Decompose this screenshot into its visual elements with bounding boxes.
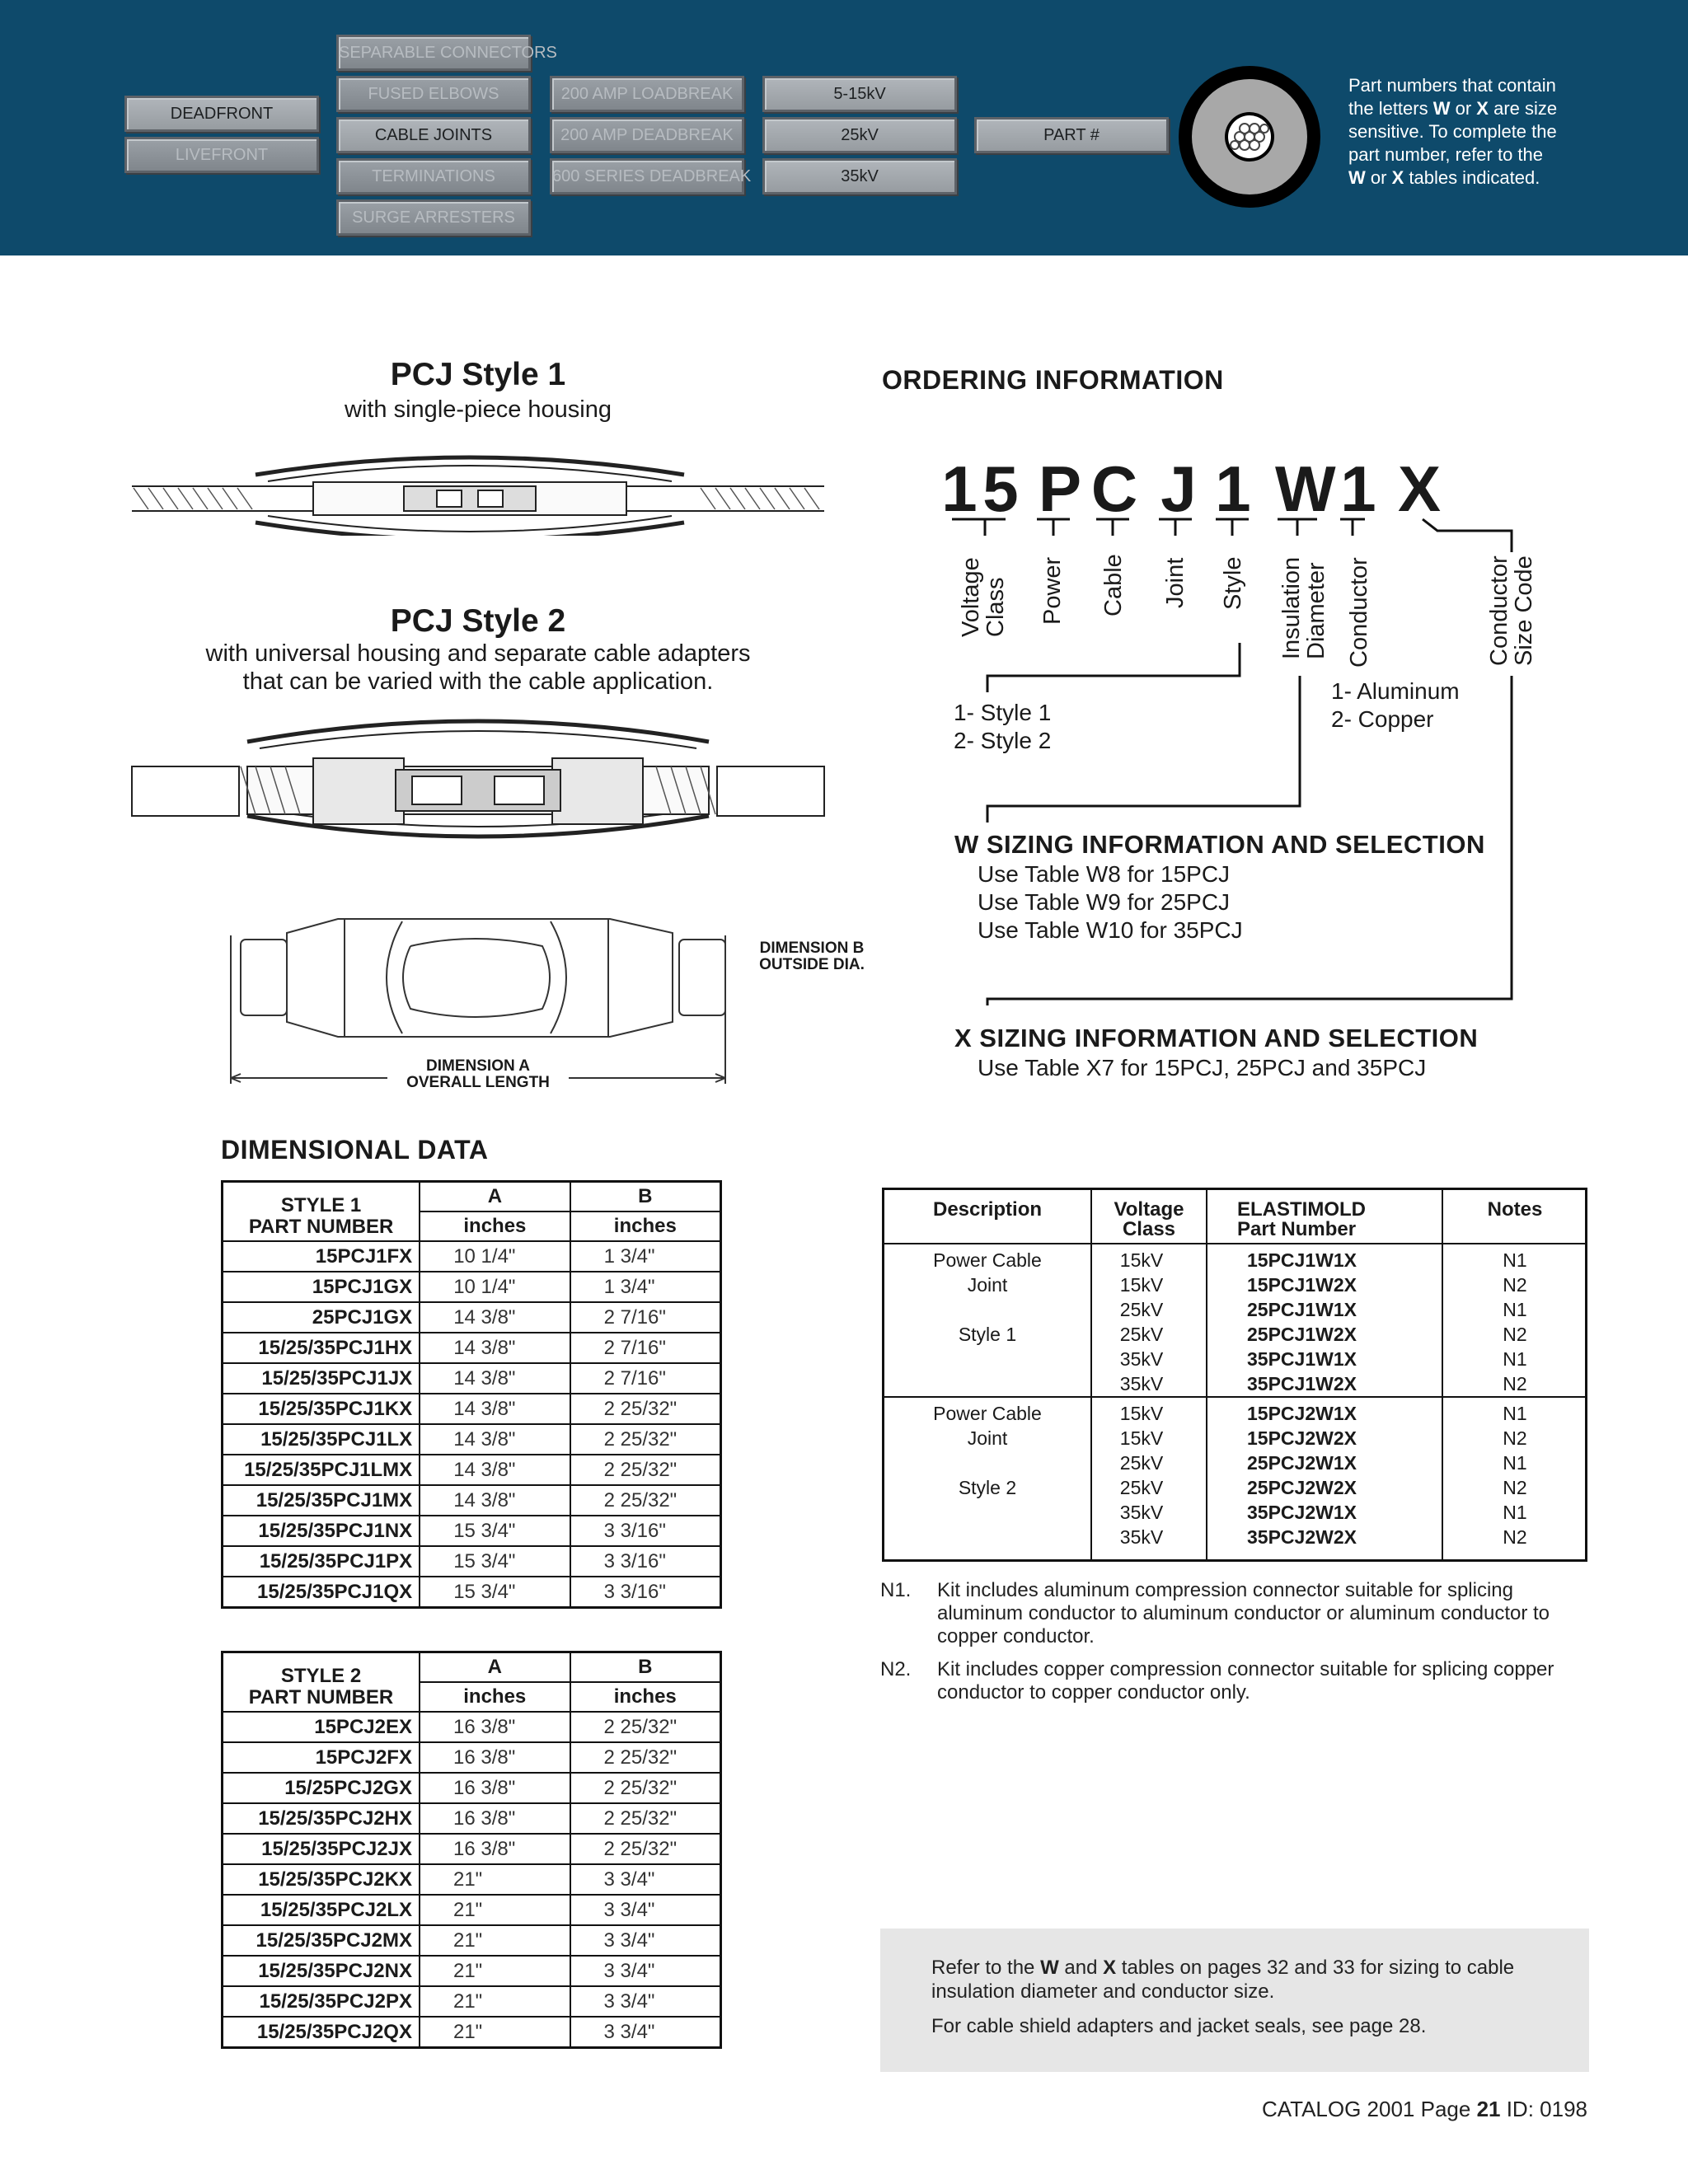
part-number-cell: 15PCJ2FX bbox=[223, 1742, 420, 1773]
dimension-a-cell: 14 3/8" bbox=[420, 1424, 570, 1455]
part-number-cell: 15PCJ1GX bbox=[223, 1272, 420, 1302]
style1-subtitle: with single-piece housing bbox=[344, 396, 612, 423]
dimension-a-cell: 16 3/8" bbox=[420, 1742, 570, 1773]
part-number-cell: 25PCJ1GX bbox=[223, 1302, 420, 1333]
voltage-class-cell: 15kV bbox=[1119, 1427, 1164, 1449]
dimension-b-cell: 3 3/4" bbox=[570, 1986, 721, 2017]
dimension-a-cell: 10 1/4" bbox=[420, 1241, 570, 1272]
reference-box bbox=[880, 1929, 1589, 2072]
table-row bbox=[223, 2017, 721, 2048]
page-footer: CATALOG 2001 Page 21 ID: 0198 bbox=[1261, 2097, 1587, 2121]
voltage-class-cell: 25kV bbox=[1119, 1324, 1164, 1345]
dimension-b-cell: 2 25/32" bbox=[570, 1424, 721, 1455]
header-note-line: sensitive. To complete the bbox=[1348, 121, 1557, 142]
col-b-header: B bbox=[570, 1182, 721, 1212]
dimension-b-cell: 2 25/32" bbox=[570, 1773, 721, 1803]
dimension-b-cell: 2 25/32" bbox=[570, 1394, 721, 1424]
header-banner bbox=[0, 0, 1688, 255]
style2-subtitle-line2: that can be varied with the cable application. bbox=[242, 668, 714, 695]
nav-separable-connectors[interactable]: SEPARABLE CONNECTORS bbox=[336, 35, 531, 71]
dimensional-data-title: DIMENSIONAL DATA bbox=[221, 1135, 489, 1165]
table-row bbox=[223, 1333, 721, 1363]
notes-cell: N1 bbox=[1503, 1502, 1527, 1523]
label-voltage-class: Voltage Class bbox=[958, 557, 1009, 637]
dimension-b-label: DIMENSION B OUTSIDE DIA. bbox=[759, 940, 865, 973]
style2-joint-drawing bbox=[124, 709, 832, 849]
table-row bbox=[223, 1577, 721, 1608]
table-row bbox=[223, 1895, 721, 1925]
part-number-cell: 15/25/35PCJ1QX bbox=[223, 1577, 420, 1608]
x-sizing-title: X SIZING INFORMATION AND SELECTION bbox=[954, 1024, 1479, 1052]
voltage-class-cell: 35kV bbox=[1119, 1526, 1164, 1548]
dimension-a-cell: 21" bbox=[420, 1925, 570, 1956]
table-row bbox=[223, 1712, 721, 1742]
code-char-w: W bbox=[1275, 452, 1336, 525]
cable-cross-section-icon bbox=[1177, 64, 1322, 209]
notes-cell: N1 bbox=[1503, 1249, 1527, 1271]
notes-cell: N2 bbox=[1503, 1324, 1527, 1345]
dimension-b-cell: 3 3/16" bbox=[570, 1516, 721, 1546]
note-text: Kit includes aluminum compression connector suitable for splicing aluminum conductor to aluminum conductor or aluminum conductor to copper conductor. bbox=[937, 1579, 1550, 1647]
nav-200-amp-loadbreak[interactable]: 200 AMP LOADBREAK bbox=[550, 76, 744, 112]
table-row bbox=[223, 1925, 721, 1956]
header-description: Description bbox=[932, 1198, 1043, 1221]
w-sizing-title: W SIZING INFORMATION AND SELECTION bbox=[954, 830, 1485, 859]
note-id: N1. bbox=[880, 1579, 912, 1601]
table-row bbox=[223, 1241, 721, 1272]
header-voltage-class: Voltage Class bbox=[1114, 1198, 1184, 1240]
part-number-cell: 15/25/35PCJ1JX bbox=[223, 1363, 420, 1394]
style2-dimensions-table bbox=[221, 1651, 722, 2049]
table-row bbox=[223, 1424, 721, 1455]
description-line: Style 2 bbox=[958, 1477, 1017, 1498]
style2-subtitle-line1: with universal housing and separate cable adapters bbox=[205, 640, 751, 667]
col-b-unit: inches bbox=[570, 1682, 721, 1712]
dimension-b-cell: 2 25/32" bbox=[570, 1742, 721, 1773]
dimension-a-cell: 21" bbox=[420, 1864, 570, 1895]
label-cable: Cable bbox=[1100, 554, 1127, 616]
part-number-cell: 15/25/35PCJ1HX bbox=[223, 1333, 420, 1363]
dimension-a-cell: 21" bbox=[420, 2017, 570, 2048]
nav-25kv[interactable]: 25kV bbox=[762, 117, 957, 153]
code-char-1: 1 bbox=[941, 452, 978, 525]
part-number-cell: 35PCJ1W2X bbox=[1247, 1373, 1357, 1394]
part-number-cell: 15/25/35PCJ1KX bbox=[223, 1394, 420, 1424]
notes-cell: N2 bbox=[1503, 1477, 1527, 1498]
part-number-cell: 25PCJ1W1X bbox=[1247, 1299, 1357, 1320]
dimension-a-cell: 14 3/8" bbox=[420, 1394, 570, 1424]
table-row bbox=[223, 1864, 721, 1895]
dimension-b-cell: 2 25/32" bbox=[570, 1712, 721, 1742]
dimension-b-cell: 3 3/16" bbox=[570, 1577, 721, 1608]
voltage-class-cell: 35kV bbox=[1119, 1502, 1164, 1523]
nav-livefront[interactable]: LIVEFRONT bbox=[124, 137, 319, 173]
x-sizing-list: Use Table X7 for 15PCJ, 25PCJ and 35PCJ bbox=[978, 1055, 1427, 1080]
dimension-b-cell: 1 3/4" bbox=[570, 1241, 721, 1272]
code-char-j: J bbox=[1160, 452, 1197, 525]
table-row bbox=[223, 1834, 721, 1864]
nav-600-series-deadbreak[interactable]: 600 SERIES DEADBREAK bbox=[550, 158, 744, 194]
dimension-b-cell: 3 3/4" bbox=[570, 1956, 721, 1986]
style2-part-header: STYLE 2 PART NUMBER bbox=[223, 1652, 420, 1713]
nav-35kv[interactable]: 35kV bbox=[762, 158, 957, 194]
header-note-line: W or X tables indicated. bbox=[1348, 167, 1540, 188]
part-number-cell: 35PCJ2W2X bbox=[1247, 1526, 1357, 1548]
reference-text: Refer to the W and X tables on pages 32 and 33 for sizing to cable insulation diameter and conductor size. bbox=[931, 1957, 1515, 2003]
part-number-cell: 15/25/35PCJ2MX bbox=[223, 1925, 420, 1956]
notes-cell: N1 bbox=[1503, 1299, 1527, 1320]
part-number-cell: 15/25/35PCJ2JX bbox=[223, 1834, 420, 1864]
dimension-b-cell: 3 3/4" bbox=[570, 1895, 721, 1925]
col-a-unit: inches bbox=[420, 1212, 570, 1241]
label-insulation-diameter: Insulation Diameter bbox=[1278, 556, 1329, 659]
label-style: Style bbox=[1220, 556, 1246, 610]
part-number-cell: 15/25/35PCJ2PX bbox=[223, 1986, 420, 2017]
voltage-class-cell: 25kV bbox=[1119, 1299, 1164, 1320]
part-number-cell: 15/25/35PCJ1PX bbox=[223, 1546, 420, 1577]
part-number-cell: 15PCJ1W1X bbox=[1247, 1249, 1357, 1271]
label-conductor-size-code: Conductor Size Code bbox=[1486, 555, 1537, 666]
voltage-class-cell: 15kV bbox=[1119, 1403, 1164, 1424]
dimension-b-cell: 2 7/16" bbox=[570, 1363, 721, 1394]
label-joint: Joint bbox=[1162, 557, 1189, 608]
col-b-header: B bbox=[570, 1652, 721, 1683]
nav-deadfront[interactable]: DEADFRONT bbox=[124, 96, 319, 132]
part-number-cell: 35PCJ2W1X bbox=[1247, 1502, 1357, 1523]
style1-joint-drawing bbox=[124, 445, 832, 536]
dimension-b-cell: 2 25/32" bbox=[570, 1834, 721, 1864]
part-number-table bbox=[882, 1188, 1587, 1562]
dimension-a-cell: 10 1/4" bbox=[420, 1272, 570, 1302]
table-row bbox=[223, 1394, 721, 1424]
part-number-cell: 15/25/35PCJ1LMX bbox=[223, 1455, 420, 1485]
code-char-c: C bbox=[1090, 452, 1138, 525]
part-number-cell: 15PCJ1W2X bbox=[1247, 1274, 1357, 1296]
description-line: Style 1 bbox=[958, 1324, 1017, 1345]
dimension-a-cell: 16 3/8" bbox=[420, 1712, 570, 1742]
style1-dimensions-table bbox=[221, 1180, 722, 1609]
description-line: Power Cable bbox=[933, 1403, 1042, 1424]
style1-title: PCJ Style 1 bbox=[390, 357, 566, 392]
description-line: Power Cable bbox=[933, 1249, 1042, 1271]
label-conductor: Conductor bbox=[1346, 557, 1372, 668]
description-line: Joint bbox=[967, 1427, 1008, 1449]
table-row bbox=[223, 1773, 721, 1803]
table-row bbox=[223, 1986, 721, 2017]
table-row bbox=[223, 1302, 721, 1333]
dimension-a-cell: 16 3/8" bbox=[420, 1834, 570, 1864]
part-number-cell: 15PCJ2EX bbox=[223, 1712, 420, 1742]
nav-part-number[interactable]: PART # bbox=[974, 117, 1169, 153]
dimension-b-cell: 2 7/16" bbox=[570, 1333, 721, 1363]
table-row bbox=[223, 1516, 721, 1546]
table-row bbox=[223, 1485, 721, 1516]
part-number-cell: 15/25/35PCJ2KX bbox=[223, 1864, 420, 1895]
dimension-a-cell: 15 3/4" bbox=[420, 1577, 570, 1608]
notes-cell: N2 bbox=[1503, 1427, 1527, 1449]
col-a-header: A bbox=[420, 1652, 570, 1683]
part-number-cell: 15/25/35PCJ1LX bbox=[223, 1424, 420, 1455]
notes-cell: N1 bbox=[1503, 1403, 1527, 1424]
style-options: 1- Style 1 2- Style 2 bbox=[954, 700, 1052, 753]
dimension-a-cell: 14 3/8" bbox=[420, 1455, 570, 1485]
table-row bbox=[223, 1742, 721, 1773]
part-number-cell: 15/25/35PCJ2NX bbox=[223, 1956, 420, 1986]
voltage-class-cell: 35kV bbox=[1119, 1348, 1164, 1370]
part-number-cell: 15/25/35PCJ1NX bbox=[223, 1516, 420, 1546]
dimension-a-cell: 15 3/4" bbox=[420, 1516, 570, 1546]
part-number-cell: 25PCJ2W1X bbox=[1247, 1452, 1357, 1474]
col-b-unit: inches bbox=[570, 1212, 721, 1241]
dimension-a-cell: 21" bbox=[420, 1986, 570, 2017]
ordering-info-title: ORDERING INFORMATION bbox=[882, 365, 1224, 395]
notes-cell: N2 bbox=[1503, 1373, 1527, 1394]
part-number-cell: 15PCJ1FX bbox=[223, 1241, 420, 1272]
dimension-b-cell: 1 3/4" bbox=[570, 1272, 721, 1302]
code-char-5: 5 bbox=[982, 452, 1019, 525]
label-power: Power bbox=[1039, 556, 1066, 625]
table-row bbox=[223, 1363, 721, 1394]
nav-fused-elbows[interactable]: FUSED ELBOWS bbox=[336, 76, 531, 112]
part-number-cell: 15PCJ2W1X bbox=[1247, 1403, 1357, 1424]
description-line: Joint bbox=[967, 1274, 1008, 1296]
header-note-line: Part numbers that contain bbox=[1348, 75, 1556, 96]
dimension-a-cell: 14 3/8" bbox=[420, 1333, 570, 1363]
dimension-a-cell: 14 3/8" bbox=[420, 1302, 570, 1333]
reference-adapters-text: For cable shield adapters and jacket seals, see page 28. bbox=[931, 2015, 1427, 2037]
dimension-a-label: DIMENSION A OVERALL LENGTH bbox=[387, 1058, 569, 1091]
part-number-cell: 15PCJ2W2X bbox=[1247, 1427, 1357, 1449]
code-char-style: 1 bbox=[1215, 452, 1251, 525]
notes-cell: N1 bbox=[1503, 1348, 1527, 1370]
code-char-p: P bbox=[1038, 452, 1082, 525]
notes-cell: N2 bbox=[1503, 1274, 1527, 1296]
nav-surge-arresters[interactable]: SURGE ARRESTERS bbox=[336, 199, 531, 236]
code-char-x: X bbox=[1397, 452, 1442, 525]
table-row bbox=[223, 1455, 721, 1485]
style2-title: PCJ Style 2 bbox=[390, 603, 566, 639]
voltage-class-cell: 25kV bbox=[1119, 1452, 1164, 1474]
dimension-b-cell: 3 3/4" bbox=[570, 1864, 721, 1895]
dimension-b-cell: 2 7/16" bbox=[570, 1302, 721, 1333]
part-number-cell: 15/25/35PCJ1MX bbox=[223, 1485, 420, 1516]
dimension-a-cell: 16 3/8" bbox=[420, 1773, 570, 1803]
col-a-unit: inches bbox=[420, 1682, 570, 1712]
dimension-b-cell: 2 25/32" bbox=[570, 1455, 721, 1485]
table-row bbox=[223, 1803, 721, 1834]
part-number-cell: 15/25/35PCJ2HX bbox=[223, 1803, 420, 1834]
nav-5-15kv[interactable]: 5-15kV bbox=[762, 76, 957, 112]
table-row bbox=[223, 1956, 721, 1986]
header-note-line: part number, refer to the bbox=[1348, 144, 1544, 165]
header-note-line: the letters W or X are size bbox=[1348, 98, 1558, 119]
header-note bbox=[1348, 74, 1678, 190]
nav-terminations[interactable]: TERMINATIONS bbox=[336, 158, 531, 194]
dimension-a-cell: 16 3/8" bbox=[420, 1803, 570, 1834]
note-text: Kit includes copper compression connector suitable for splicing copper conductor to copper conductor only. bbox=[937, 1658, 1554, 1704]
part-number-cell: 15/25PCJ2GX bbox=[223, 1773, 420, 1803]
header-notes: Notes bbox=[1487, 1198, 1543, 1221]
conductor-options: 1- Aluminum 2- Copper bbox=[1331, 678, 1460, 732]
dimension-b-cell: 2 25/32" bbox=[570, 1803, 721, 1834]
dimension-a-cell: 15 3/4" bbox=[420, 1546, 570, 1577]
w-sizing-list: Use Table W8 for 15PCJ Use Table W9 for 25PCJ Use Table W10 for 35PCJ bbox=[978, 861, 1243, 943]
code-char-conductor: 1 bbox=[1340, 452, 1376, 525]
dimension-b-cell: 3 3/4" bbox=[570, 1925, 721, 1956]
voltage-class-cell: 25kV bbox=[1119, 1477, 1164, 1498]
note-id: N2. bbox=[880, 1658, 912, 1680]
dimension-a-cell: 14 3/8" bbox=[420, 1363, 570, 1394]
dimension-a-cell: 21" bbox=[420, 1895, 570, 1925]
table-row bbox=[223, 1546, 721, 1577]
dimension-b-cell: 3 3/4" bbox=[570, 2017, 721, 2048]
table-row bbox=[223, 1272, 721, 1302]
dimension-a-cell: 14 3/8" bbox=[420, 1485, 570, 1516]
part-number-cell: 25PCJ2W2X bbox=[1247, 1477, 1357, 1498]
part-number-cell: 25PCJ1W2X bbox=[1247, 1324, 1357, 1345]
nav-cable-joints[interactable]: CABLE JOINTS bbox=[336, 117, 531, 153]
part-number-cell: 15/25/35PCJ2QX bbox=[223, 2017, 420, 2048]
notes-cell: N1 bbox=[1503, 1452, 1527, 1474]
notes-cell: N2 bbox=[1503, 1526, 1527, 1548]
dimension-a-cell: 21" bbox=[420, 1956, 570, 1986]
part-number-cell: 15/25/35PCJ2LX bbox=[223, 1895, 420, 1925]
voltage-class-cell: 35kV bbox=[1119, 1373, 1164, 1394]
voltage-class-cell: 15kV bbox=[1119, 1274, 1164, 1296]
dimension-b-cell: 2 25/32" bbox=[570, 1485, 721, 1516]
col-a-header: A bbox=[420, 1182, 570, 1212]
part-number-cell: 35PCJ1W1X bbox=[1247, 1348, 1357, 1370]
style1-part-header: STYLE 1 PART NUMBER bbox=[223, 1182, 420, 1242]
dimension-b-cell: 3 3/16" bbox=[570, 1546, 721, 1577]
nav-200-amp-deadbreak[interactable]: 200 AMP DEADBREAK bbox=[550, 117, 744, 153]
header-elastimold-part-number: ELASTIMOLD Part Number bbox=[1237, 1198, 1366, 1240]
voltage-class-cell: 15kV bbox=[1119, 1249, 1164, 1271]
